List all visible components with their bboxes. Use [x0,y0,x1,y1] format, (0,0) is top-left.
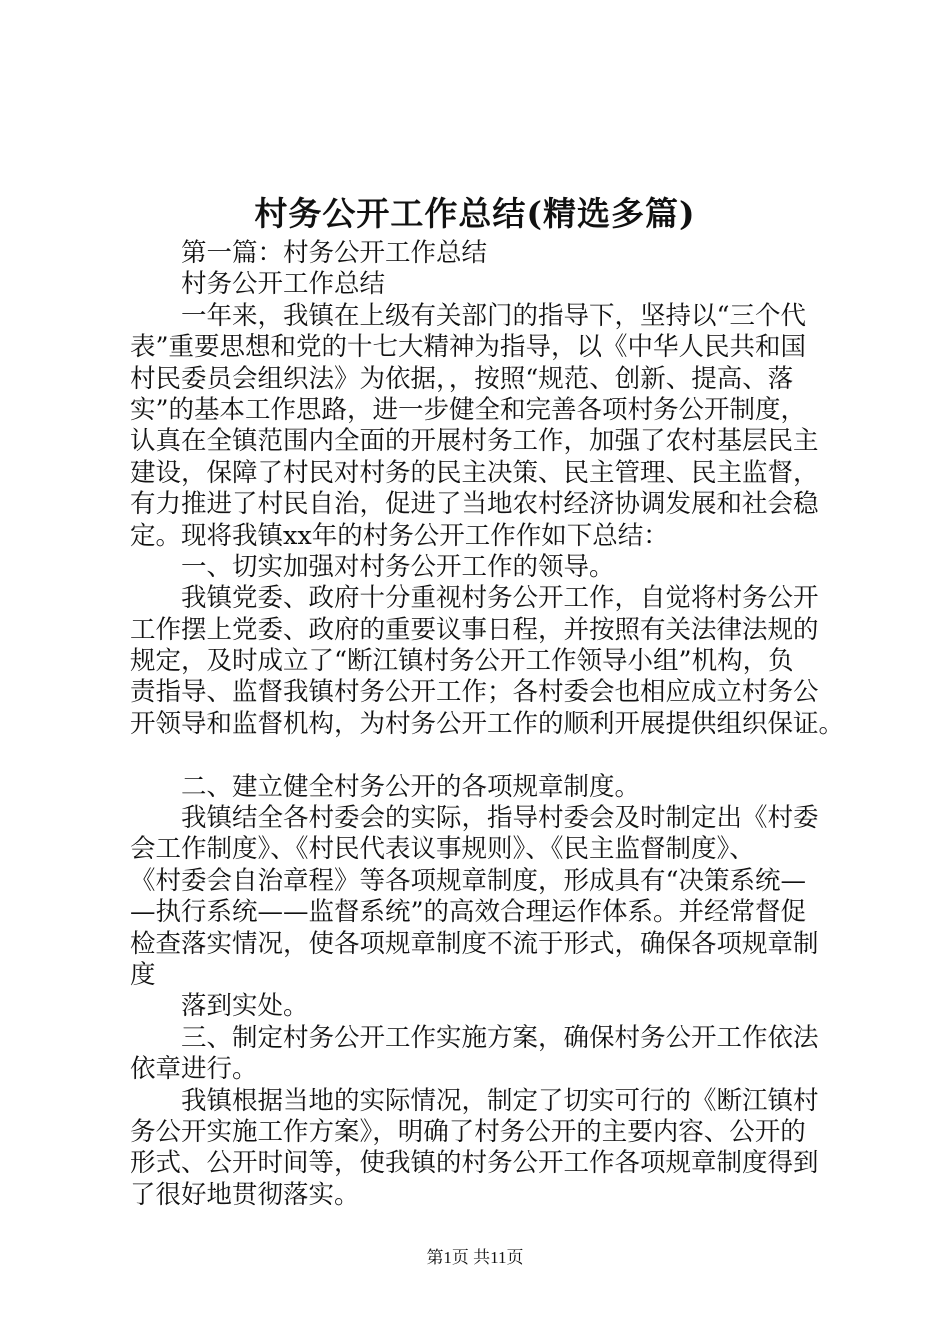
text-line: 落到实处。 [181,991,309,1022]
text-line: 工作摆上党委、政府的重要议事日程，并按照有关法律法规的 [130,614,819,645]
text-line: 务公开实施工作方案》，明确了村务公开的主要内容、公开的 [130,1116,806,1147]
text-line: 建设，保障了村民对村务的民主决策、民主管理、民主监督， [130,457,819,488]
text-line: 会工作制度》、《村民代表议事规则》、《民主监督制度》、 [130,834,755,865]
text-line: 表”重要思想和党的十七大精神为指导，以《中华人民共和国 [130,332,807,363]
text-line: 我镇党委、政府十分重视村务公开工作，自觉将村务公开 [181,583,819,614]
text-line: 我镇结全各村委会的实际，指导村委会及时制定出《村委 [181,803,819,834]
text-line: —执行系统——监督系统”的高效合理运作体系。并经常督促 [130,897,807,928]
text-line: 形式、公开时间等，使我镇的村务公开工作各项规章制度得到 [130,1148,819,1179]
article-title: 村务公开工作总结 [181,269,386,300]
text-line: 有力推进了村民自治，促进了当地农村经济协调发展和社会稳 [130,489,819,520]
text-line: 认真在全镇范围内全面的开展村务工作，加强了农村基层民主 [130,426,819,457]
text-line: 规定，及时成立了“断江镇村务公开工作领导小组”机构，负 [130,646,794,677]
text-line: 一年来，我镇在上级有关部门的指导下，坚持以“三个代 [181,300,807,331]
text-line: 《村委会自治章程》等各项规章制度，形成具有“决策系统— [130,865,807,896]
paragraph-spacer [130,740,830,771]
section-heading: 第一篇：村务公开工作总结 [181,238,488,268]
page-number: 第1页 共11页 [426,1248,524,1267]
text-line: 检查落实情况，使各项规章制度不流于形式，确保各项规章制 [130,928,819,959]
text-line: 开领导和监督机构，为村务公开工作的顺利开展提供组织保证。 [130,708,845,739]
text-line: 定。现将我镇xx年的村务公开工作作如下总结： [130,520,669,551]
document-title: 村务公开工作总结(精选多篇) [254,194,696,233]
subsection-heading: 二、建立健全村务公开的各项规章制度。 [181,771,641,802]
document-body [130,238,845,1211]
text-line: 实”的基本工作思路，进一步健全和完善各项村务公开制度， [130,394,807,425]
text-line: 责指导、监督我镇村务公开工作；各村委会也相应成立村务公 [130,677,819,708]
text-line: 依章进行。 [130,1054,258,1085]
text-line: 我镇根据当地的实际情况，制定了切实可行的《断江镇村 [181,1085,819,1116]
text-line: 度 [130,959,156,990]
subsection-heading: 三、制定村务公开工作实施方案，确保村务公开工作依法 [181,1022,819,1053]
text-line: 村民委员会组织法》为依据，，按照“规范、创新、提高、落 [130,363,794,394]
text-line: 了很好地贯彻落实。 [130,1179,360,1210]
subsection-heading: 一、切实加强对村务公开工作的领导。 [181,551,615,582]
